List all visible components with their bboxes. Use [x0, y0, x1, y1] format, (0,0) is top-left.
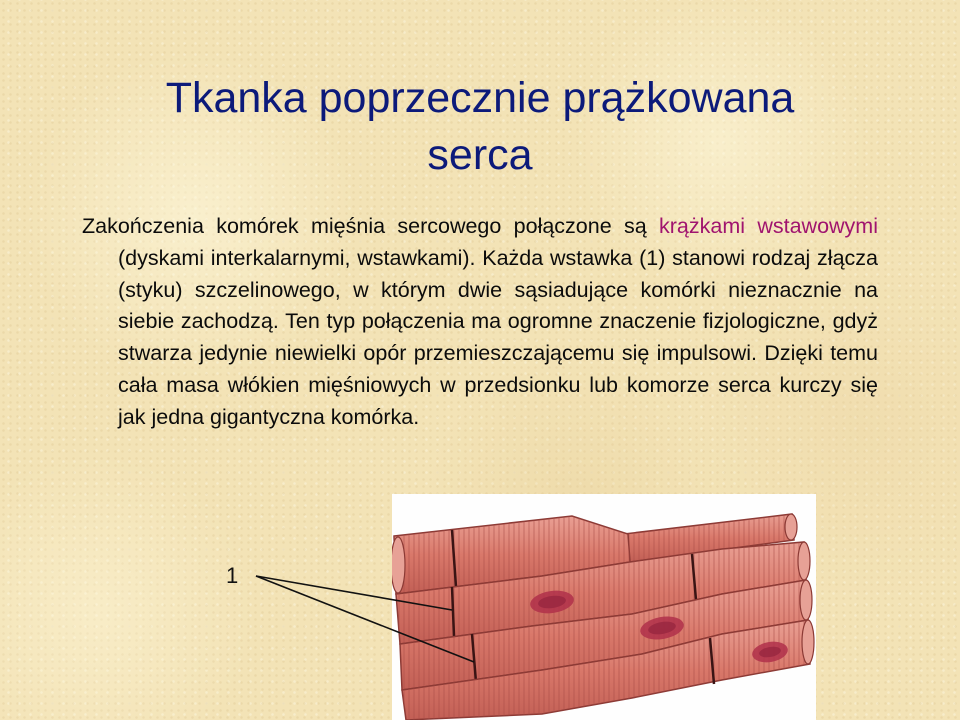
cardiac-muscle-drawing [392, 494, 816, 720]
slide-title-line-1: Tkanka poprzecznie prążkowana [165, 74, 795, 122]
paragraph-start: Zakończenia komórek mięśnia sercowego połączone są [82, 214, 660, 238]
highlighted-term: krążkami wstawowymi [659, 214, 878, 238]
paragraph-rest: (dyskami interkalarnymi, wstawkami). Każda wstawka (1) stanowi rodzaj złącza (styku) szczelinowego, w którym dwie sąsiadujące komórki nieznacznie na siebie zachodzą. Ten typ połączenia ma ogromne znaczenie fizjologiczne, gdyż stwarza jedynie niewielki opór przemieszczającemu się impulsowi. Dzięki temu cała masa włókien mięśniowych w przedsionku lub komorze serca kurczy się jak jedna gigantyczna komórka. [118, 245, 878, 429]
description-paragraph [82, 211, 878, 434]
slide-title [0, 70, 960, 184]
figure-label-1: 1 [226, 563, 239, 588]
cardiac-muscle-illustration [392, 494, 816, 720]
slide-title-line-2: serca [427, 131, 533, 179]
